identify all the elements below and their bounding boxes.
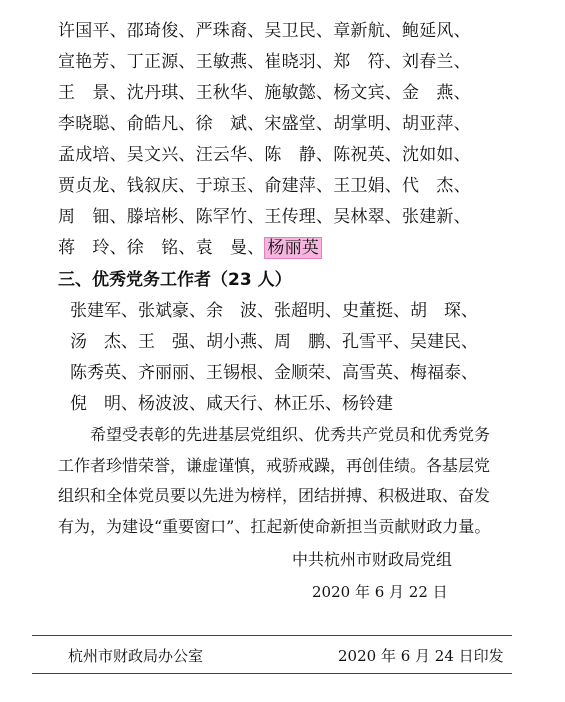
name-row: 周 钿、滕培彬、陈罕竹、王传理、吴林翠、张建新、 [58, 207, 471, 227]
signature-organization: 中共杭州市财政局党组 [292, 550, 453, 569]
footer-divider-top [32, 635, 512, 636]
last-row-prefix: 蒋 玲、徐 铭、袁 曼、 [58, 238, 265, 258]
paragraph-line: 有为，为建设“重要窗口”、扛起新使命新担当贡献财政力量。 [58, 516, 491, 536]
party-member-names-list [58, 16, 471, 264]
name-row: 贾贞龙、钱叙庆、于琼玉、俞建萍、王卫娟、代 杰、 [58, 176, 471, 196]
name-row: 陈秀英、齐丽丽、王锡根、金顺荣、高雪英、梅福泰、 [70, 363, 478, 383]
name-row: 孟成培、吴文兴、汪云华、陈 静、陈祝英、沈如如、 [58, 145, 471, 165]
name-row: 汤 杰、王 强、胡小燕、周 鹏、孔雪平、吴建民、 [70, 332, 478, 352]
section-3-title: 三、优秀党务工作者（23 人） [58, 270, 292, 290]
name-row-last [58, 233, 471, 264]
name-row: 倪 明、杨波波、咸天行、林正乐、杨铃建 [70, 394, 393, 414]
name-row: 张建军、张斌豪、余 波、张超明、史董挺、胡 琛、 [70, 301, 478, 321]
highlighted-name[interactable]: 杨丽英 [264, 237, 322, 259]
closing-paragraph [58, 420, 532, 542]
paragraph-line: 组织和全体党员要以先进为榜样，团结拼搏、积极进取、奋发 [58, 486, 491, 505]
paragraph-line: 工作者珍惜荣誉，谦虚谨慎，戒骄戒躁，再创佳绩。各基层党 [58, 455, 491, 475]
footer-print-date: 2020 年 6 月 24 日印发 [338, 647, 504, 665]
footer-divider-bottom [32, 673, 512, 674]
name-row: 王 景、沈丹琪、王秋华、施敏懿、杨文宾、金 燕、 [58, 83, 471, 103]
footer-issuer: 杭州市财政局办公室 [68, 647, 204, 665]
signature-date: 2020 年 6 月 22 日 [312, 583, 448, 601]
name-row: 李晓聪、俞皓凡、徐 斌、宋盛堂、胡掌明、胡亚萍、 [58, 114, 471, 134]
name-row: 宣艳芳、丁正源、王敏燕、崔晓羽、郑 符、刘春兰、 [58, 52, 471, 72]
name-row: 许国平、邵琦俊、严珠裔、吴卫民、章新航、鲍延风、 [58, 21, 471, 41]
paragraph-line: 希望受表彰的先进基层党组织、优秀共产党员和优秀党务 [58, 425, 491, 444]
party-worker-names-list [70, 296, 478, 420]
